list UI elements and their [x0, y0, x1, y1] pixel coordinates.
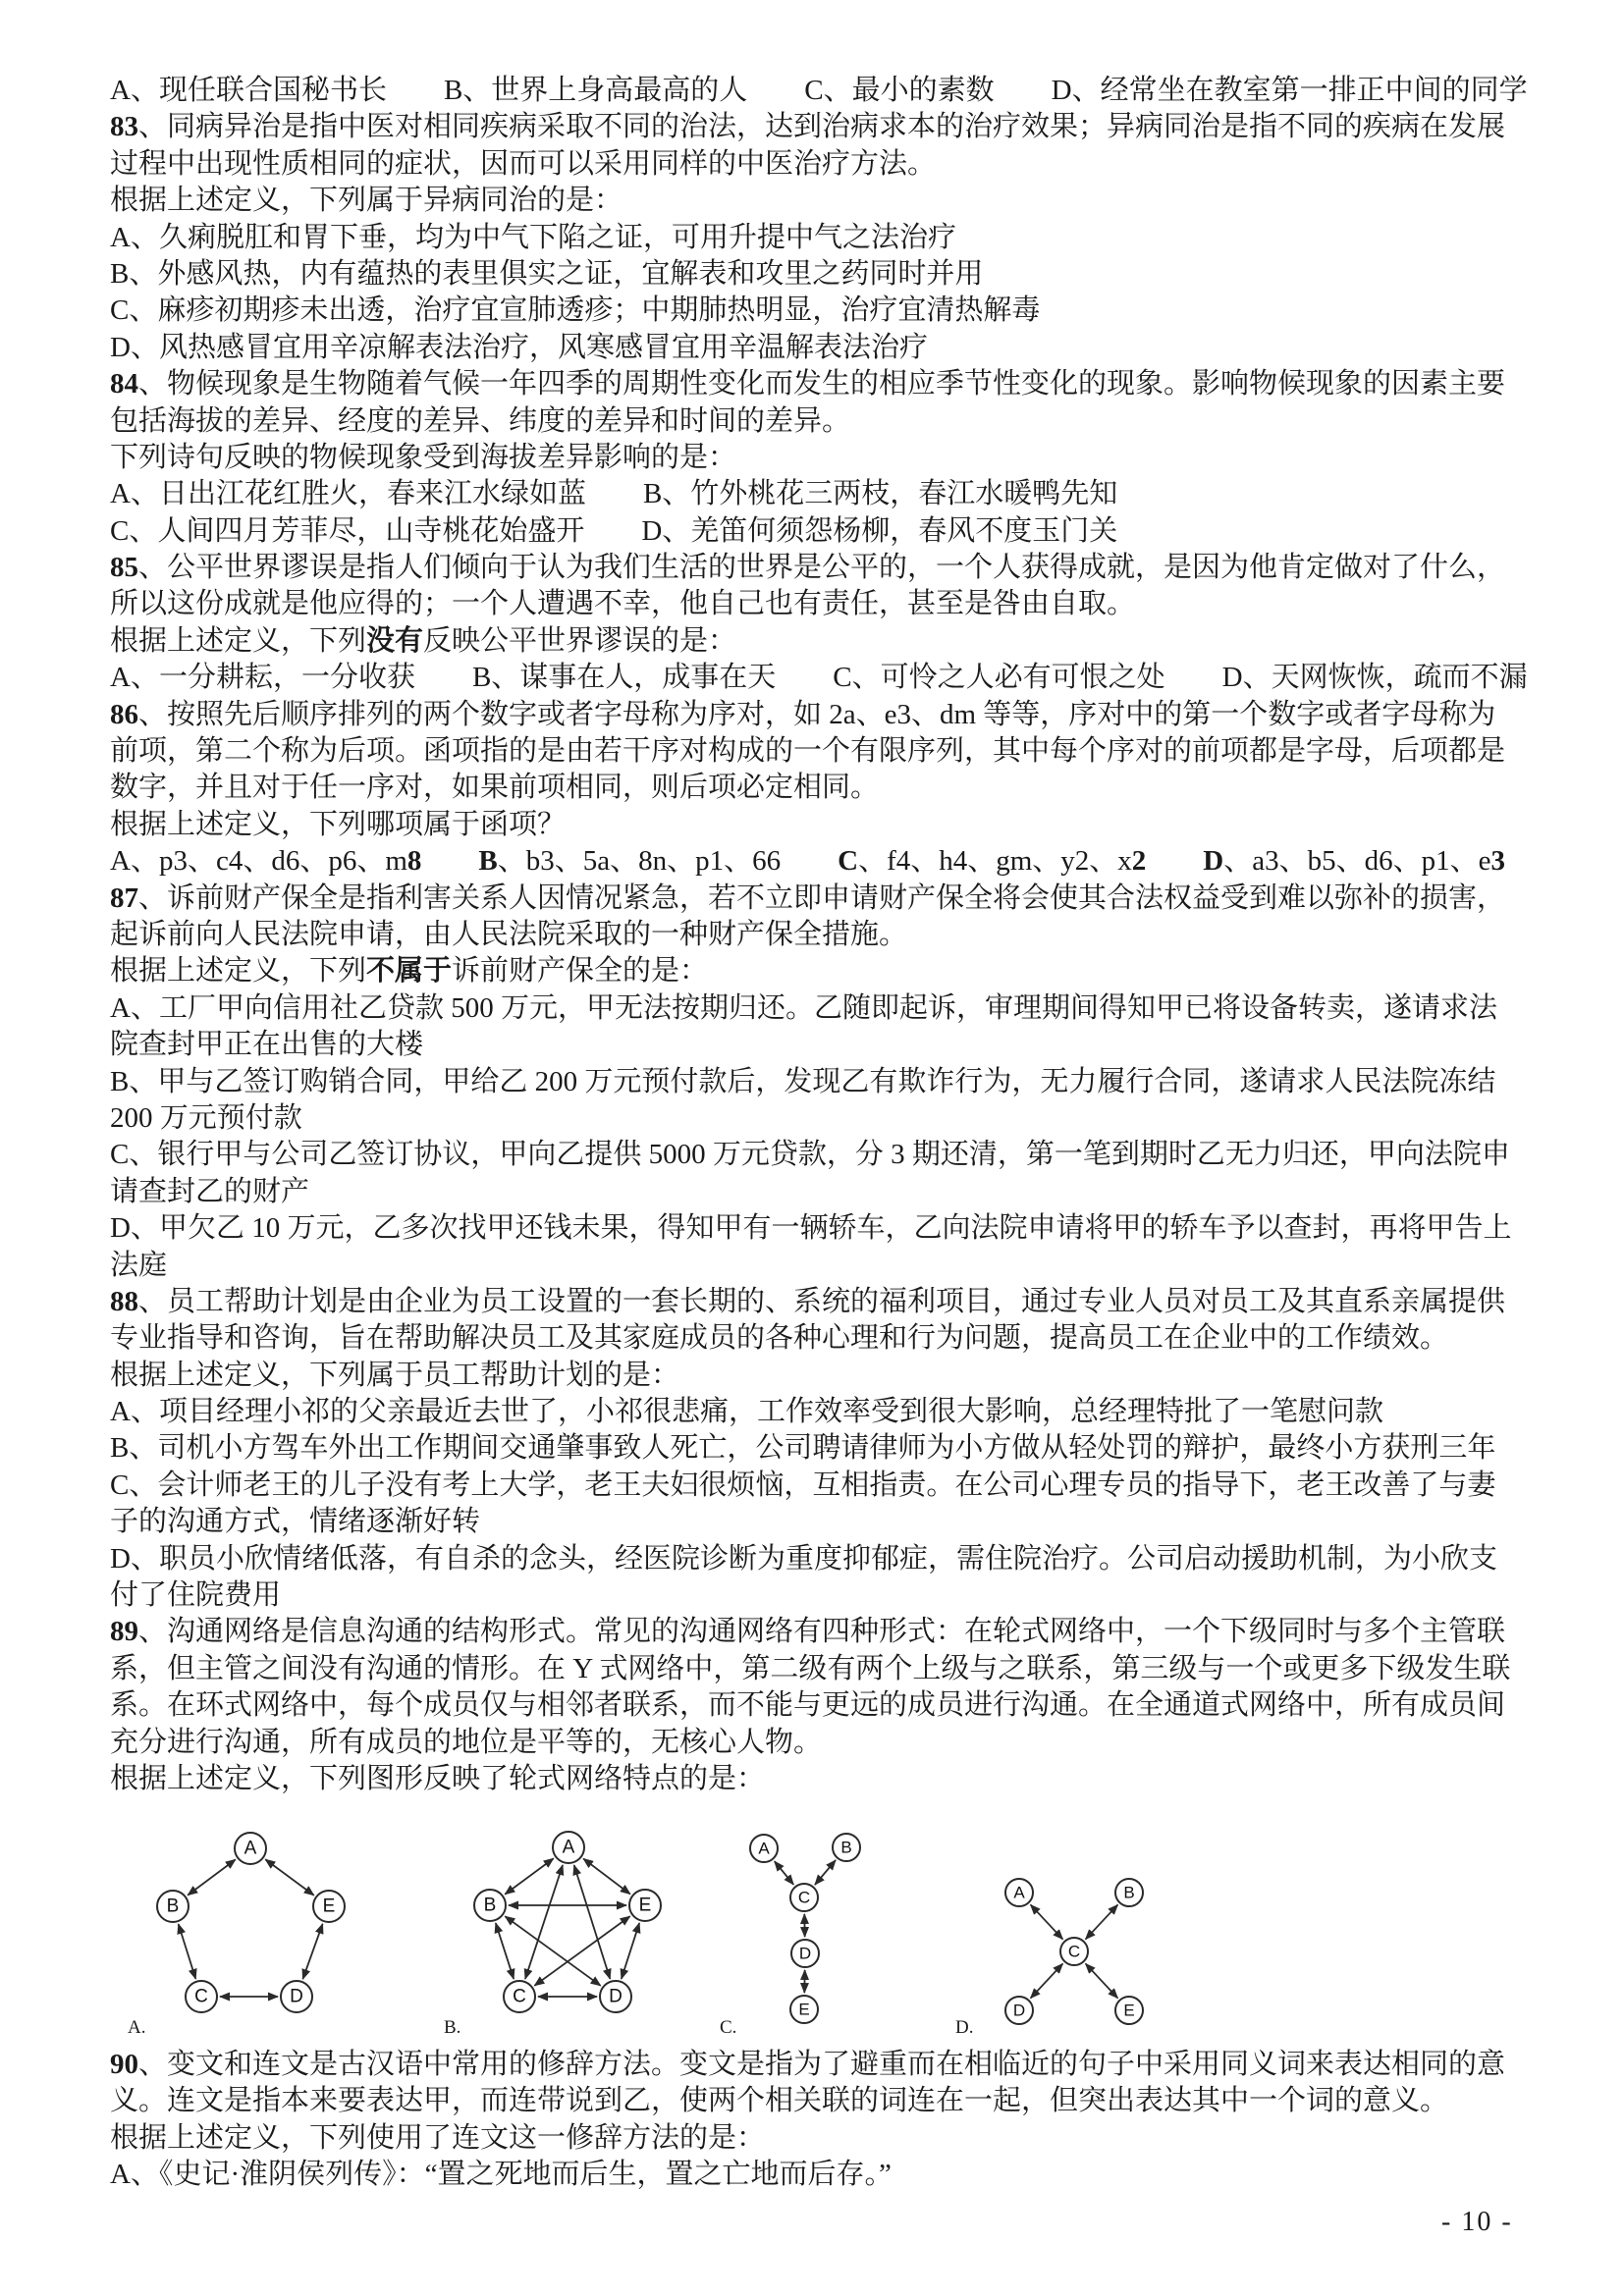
text-line: 86、按照先后顺序排列的两个数字或者字母称为序对，如 2a、e3、dm 等等，序对中的第一个数字或者字母称为	[110, 698, 1496, 730]
node-C	[504, 1981, 535, 2012]
text-line: 系，但主管之间没有沟通的情形。在 Y 式网络中，第二级有两个上级与之联系，第三级与一个或更多下级发生联	[110, 1652, 1511, 1684]
node-D	[1005, 1997, 1033, 2024]
edge-C-A	[1031, 1904, 1063, 1939]
text-line: 89、沟通网络是信息沟通的结构形式。常见的沟通网络有四种形式：在轮式网络中，一个下级同时与多个主管联	[110, 1616, 1506, 1648]
text-line: 90、变文和连文是古汉语中常用的修辞方法。变文是指为了避重而在相临近的句子中采用同义词来表达相同的意	[110, 2049, 1506, 2080]
node-D	[600, 1981, 631, 2012]
text-line: 过程中出现性质相同的症状，因而可以采用同样的中医治疗方法。	[110, 147, 937, 180]
text-line: 包括海拔的差异、经度的差异、纬度的差异和时间的差异。	[110, 404, 851, 437]
node-B	[1115, 1879, 1143, 1906]
text-line: 系。在环式网络中，每个成员仅与相邻者联系，而不能与更远的成员进行沟通。在全通道式网络中，所有成员间	[110, 1689, 1506, 1722]
text-line: D、职员小欣情绪低落，有自杀的念头，经医院诊断为重度抑郁症，需住院治疗。公司启动援助机制，为小欣支	[110, 1542, 1497, 1575]
network-diagram-Y	[712, 1811, 889, 2047]
text-line: A、项目经理小祁的父亲最近去世了，小祁很悲痛，工作效率受到很大影响，总经理特批了一笔慰问款	[110, 1396, 1383, 1428]
svg-text:D: D	[609, 1986, 623, 2007]
svg-text:E: E	[798, 2000, 810, 2019]
svg-text:E: E	[322, 1896, 336, 1917]
svg-text:B: B	[840, 1838, 852, 1857]
node-A	[553, 1832, 584, 1863]
text-line: 充分进行沟通，所有成员的地位是平等的，无核心人物。	[110, 1726, 823, 1758]
svg-text:C: C	[797, 1888, 811, 1907]
edge-B-C	[815, 1860, 836, 1885]
text-line: 下列诗句反映的物候现象受到海拔差异影响的是：	[110, 441, 737, 473]
text-line: 根据上述定义，下列属于异病同治的是：	[110, 185, 623, 217]
text-line: 请查封乙的财产	[110, 1175, 310, 1207]
svg-text:A: A	[1013, 1883, 1025, 1902]
text-line: C、麻疹初期疹未出透，治疗宜宣肺透疹；中期肺热明显，治疗宜清热解毒	[110, 294, 1041, 327]
text-line: 87、诉前财产保全是指利害关系人因情况紧急，若不立即申请财产保全将会使其合法权益受到难以弥补的损害，	[110, 881, 1506, 914]
questions-text-block	[110, 73, 1565, 1797]
node-A	[1005, 1879, 1033, 1906]
edge-C-B	[1086, 1904, 1118, 1939]
text-line: 83、同病异治是指中医对相同疾病采取不同的治法，达到治病求本的治疗效果；异病同治是指不同的疾病在发展	[110, 111, 1506, 143]
node-A	[235, 1833, 266, 1864]
edge-A-C	[775, 1861, 793, 1885]
edge-B-C	[179, 1924, 196, 1979]
text-line: A、久痢脱肛和胃下垂，均为中气下陷之证，可用升提中气之法治疗	[110, 221, 956, 253]
svg-text:E: E	[638, 1895, 652, 1916]
node-C	[790, 1884, 818, 1911]
text-line: 200 万元预付款	[110, 1101, 302, 1134]
text-line: 院查封甲正在出售的大楼	[110, 1029, 424, 1061]
text-line: A、《史记·淮阴侯列传》：“置之死地而后生，置之亡地而后存。”	[110, 2159, 892, 2191]
svg-text:C: C	[1067, 1942, 1081, 1961]
svg-text:D: D	[1012, 2001, 1026, 2020]
answer-diagrams	[0, 1811, 1624, 2047]
svg-text:B: B	[1123, 1883, 1135, 1902]
text-line: C、人间四月芳菲尽，山寺桃花始盛开 D、羌笛何须怨杨柳，春风不度玉门关	[110, 514, 1118, 547]
text-line: C、会计师老王的儿子没有考上大学，老王夫妇很烦恼，互相指责。在公司心理专员的指导下，老王改善了与妻	[110, 1468, 1496, 1501]
text-line: A、工厂甲向信用社乙贷款 500 万元，甲无法按期归还。乙随即起诉，审理期间得知甲已将设备转卖，遂请求法	[110, 991, 1497, 1024]
diagram-option-label: B.	[444, 2017, 461, 2038]
text-line: B、甲与乙签订购销合同，甲给乙 200 万元预付款后，发现乙有欺诈行为，无力履行合同，遂请求人民法院冻结	[110, 1065, 1496, 1097]
svg-text:A: A	[244, 1838, 257, 1859]
edge-B-C	[496, 1923, 514, 1979]
network-diagram-wheel	[933, 1811, 1159, 2047]
node-D	[281, 1981, 312, 2012]
text-line: D、风热感冒宜用辛凉解表法治疗，风寒感冒宜用辛温解表法治疗	[110, 331, 928, 363]
edge-C-E	[1086, 1963, 1118, 1998]
node-B	[474, 1890, 506, 1921]
text-line: C、银行甲与公司乙签订协议，甲向乙提供 5000 万元贷款，分 3 期还清，第一笔到期时乙无力归还，甲向法院申	[110, 1139, 1510, 1171]
page-number: - 10 -	[1441, 2207, 1513, 2237]
node-D	[791, 1940, 819, 1967]
edge-A-B	[505, 1858, 553, 1894]
svg-text:A: A	[562, 1837, 575, 1858]
node-B	[157, 1891, 189, 1922]
text-line: 84、物候现象是生物随着气候一年四季的周期性变化而发生的相应季节性变化的现象。影响物候现象的因素主要	[110, 368, 1506, 400]
node-E	[313, 1891, 345, 1922]
text-line: B、外感风热，内有蕴热的表里俱实之证，宜解表和攻里之药同时并用	[110, 257, 984, 290]
edge-C-D	[1031, 1963, 1063, 1998]
text-line: A、一分耕耘，一分收获 B、谋事在人，成事在天 C、可怜之人必有可恨之处 D、天网恢恢，疏而不漏	[110, 662, 1528, 694]
edge-A-D	[574, 1865, 611, 1979]
text-line: 根据上述定义，下列哪项属于函项？	[110, 808, 567, 840]
svg-text:C: C	[513, 1986, 526, 2007]
text-line: D、甲欠乙 10 万元，乙多次找甲还钱未果，得知甲有一辆轿车，乙向法院申请将甲的轿车予以查封，再将甲告上	[110, 1212, 1512, 1245]
text-line: 根据上述定义，下列没有反映公平世界谬误的是：	[110, 624, 737, 657]
edge-A-B	[188, 1859, 236, 1895]
text-line: A、p3、c4、d6、p6、m8 B、b3、5a、8n、p1、66 C、f4、h4、gm、y2、x2 D、a3、b5、d6、p1、e3	[110, 845, 1505, 878]
text-line: 所以这份成就是他应得的；一个人遭遇不幸，他自己也有责任，甚至是咎由自取。	[110, 588, 1136, 620]
edge-B-D	[505, 1916, 600, 1986]
svg-text:A: A	[758, 1839, 770, 1858]
network-diagram-all-channel	[412, 1811, 677, 2047]
node-C	[186, 1981, 217, 2012]
text-line: 根据上述定义，下列不属于诉前财产保全的是：	[110, 955, 709, 988]
svg-text:B: B	[483, 1895, 497, 1916]
node-E	[629, 1890, 661, 1921]
node-E	[790, 1996, 818, 2023]
svg-text:E: E	[1123, 2001, 1135, 2020]
text-line: B、司机小方驾车外出工作期间交通肇事致人死亡，公司聘请律师为小方做从轻处罚的辩护，最终小方获刑三年	[110, 1432, 1496, 1465]
node-E	[1115, 1997, 1143, 2024]
text-line: A、现任联合国秘书长 B、世界上身高最高的人 C、最小的素数 D、经常坐在教室第一排正中间的同学	[110, 75, 1528, 106]
text-line: 85、公平世界谬误是指人们倾向于认为我们生活的世界是公平的，一个人获得成就，是因为他肯定做对了什么，	[110, 552, 1506, 584]
node-C	[1060, 1938, 1088, 1965]
svg-text:C: C	[194, 1986, 208, 2007]
text-line: 根据上述定义，下列使用了连文这一修辞方法的是：	[110, 2121, 766, 2154]
edge-A-E	[583, 1858, 630, 1894]
node-A	[750, 1835, 778, 1862]
text-line: 根据上述定义，下列图形反映了轮式网络特点的是：	[110, 1762, 766, 1794]
text-line: 义。连文是指本来要表达甲，而连带说到乙，使两个相关联的词连在一起，但突出表达其中一个词的意义。	[110, 2085, 1449, 2117]
text-line: 数字，并且对于任一序对，如果前项相同，则后项必定相同。	[110, 772, 880, 804]
question-90-block	[110, 2047, 1565, 2194]
text-line: 根据上述定义，下列属于员工帮助计划的是：	[110, 1359, 680, 1391]
edge-E-D	[622, 1923, 639, 1979]
diagram-option-label: D.	[955, 2017, 974, 2038]
diagram-option-label: A.	[128, 2017, 146, 2038]
node-B	[833, 1834, 860, 1861]
text-line: 法庭	[110, 1249, 168, 1281]
text-line: 88、员工帮助计划是由企业为员工设置的一套长期的、系统的福利项目，通过专业人员对员工及其直系亲属提供	[110, 1285, 1506, 1317]
svg-text:B: B	[166, 1896, 180, 1917]
edge-E-C	[534, 1916, 629, 1986]
text-line: A、日出江花红胜火，春来江水绿如蓝 B、竹外桃花三两枝，春江水暖鸭先知	[110, 478, 1118, 510]
text-line: 子的沟通方式，情绪逐渐好转	[110, 1506, 481, 1538]
network-diagram-ring	[98, 1811, 363, 2047]
svg-text:D: D	[290, 1986, 303, 2007]
text-line: 专业指导和咨询，旨在帮助解决员工及其家庭成员的各种心理和行为问题，提高员工在企业中的工作绩效。	[110, 1322, 1449, 1355]
text-line: 付了住院费用	[110, 1579, 282, 1612]
text-line: 起诉前向人民法院申请，由人民法院采取的一种财产保全措施。	[110, 918, 908, 950]
edge-A-E	[265, 1859, 313, 1895]
diagram-option-label: C.	[720, 2017, 737, 2038]
text-line: 前项，第二个称为后项。函项指的是由若干序对构成的一个有限序列，其中每个序对的前项都是字母，后项都是	[110, 735, 1506, 768]
edge-A-C	[525, 1865, 563, 1979]
edge-E-D	[302, 1924, 322, 1979]
svg-text:D: D	[798, 1944, 812, 1963]
